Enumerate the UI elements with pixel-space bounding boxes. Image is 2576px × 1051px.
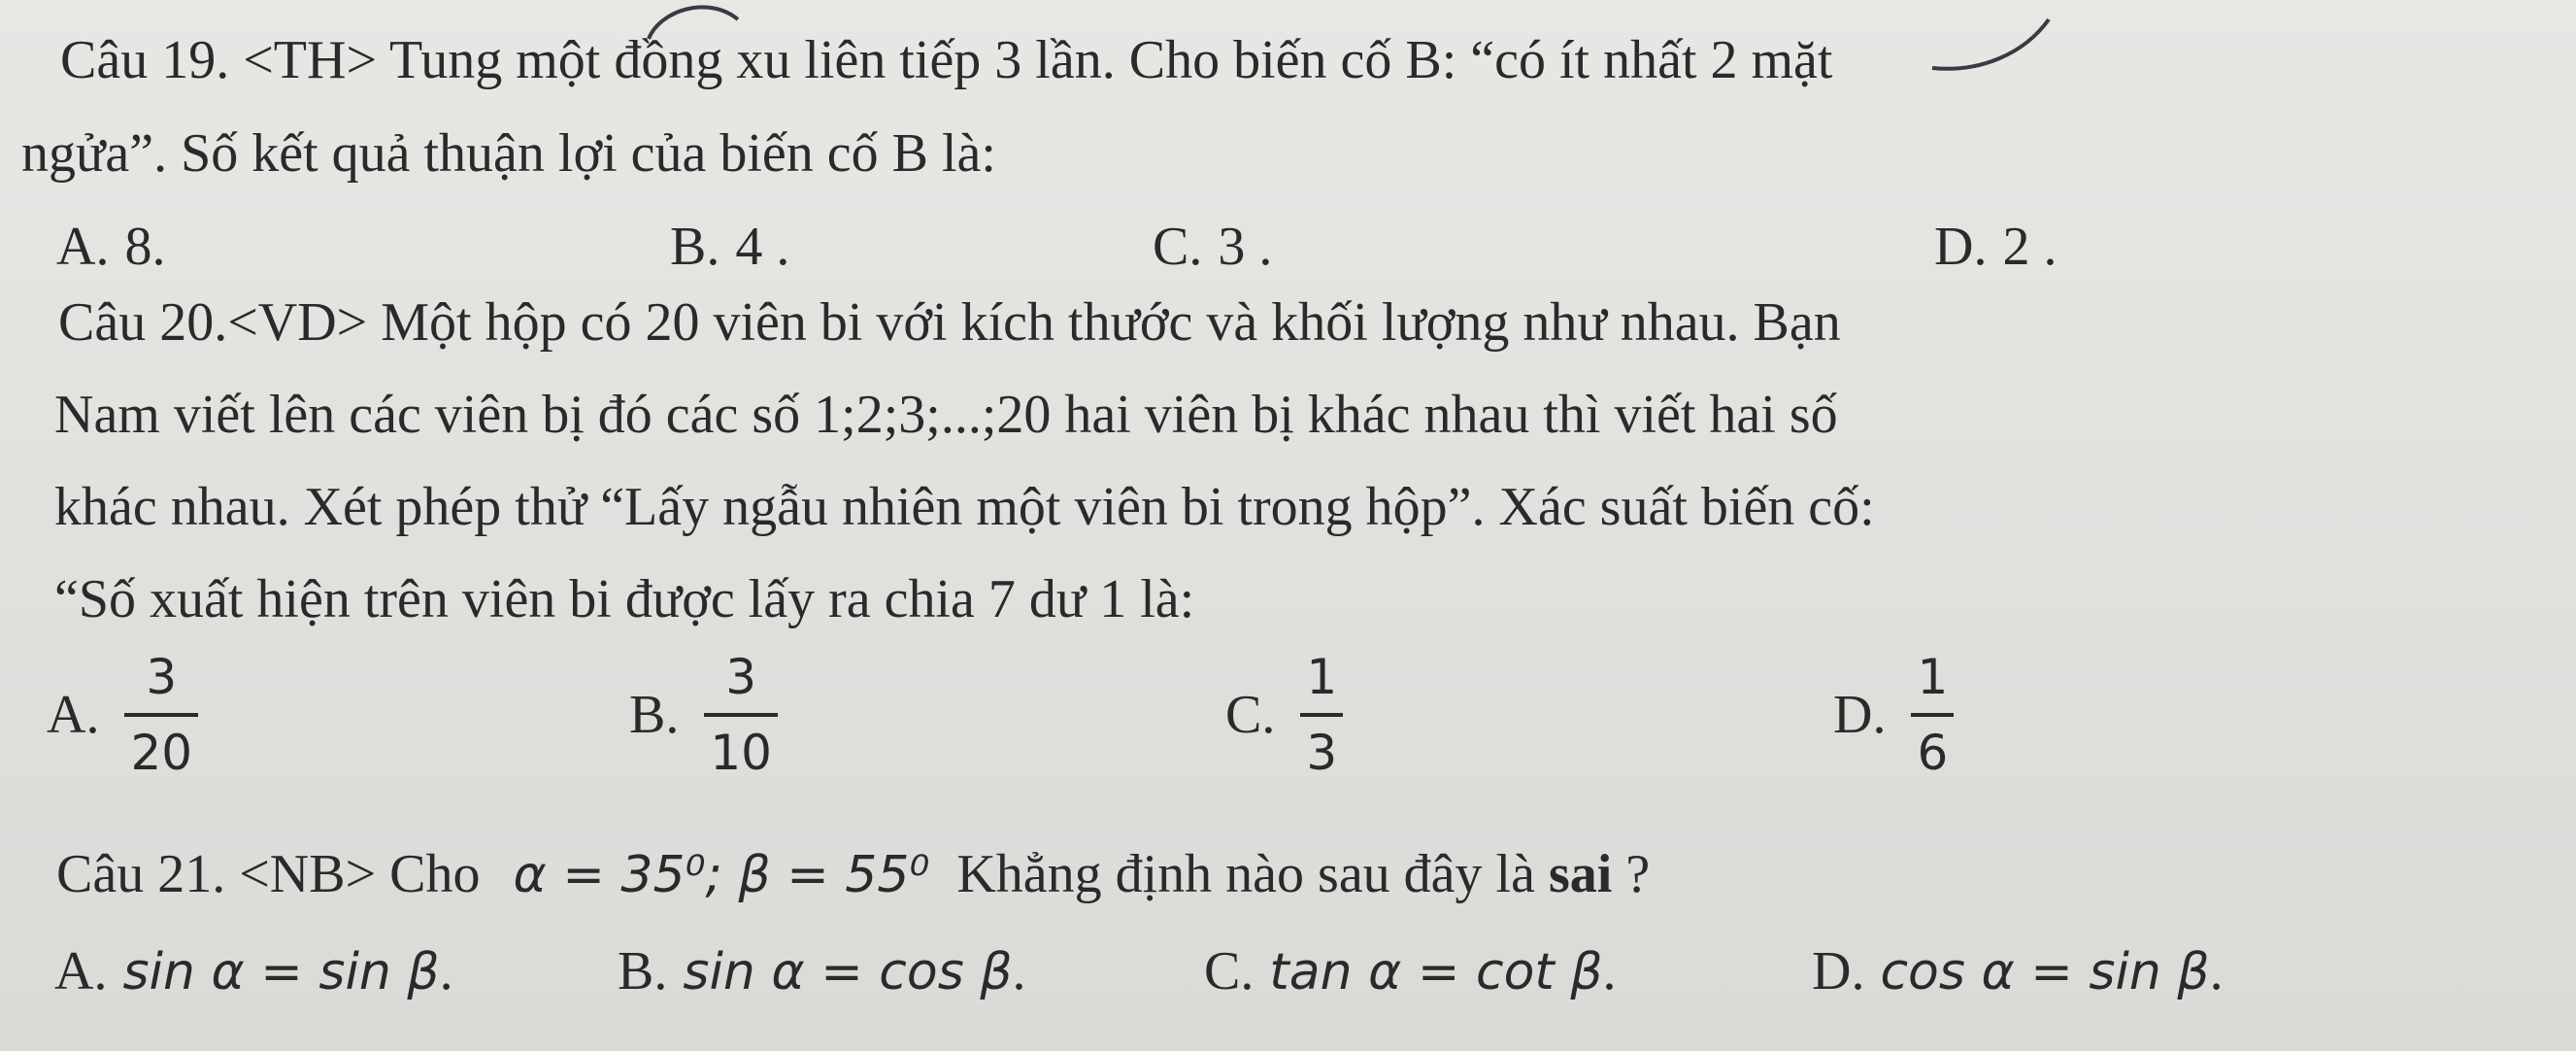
q19-option-a[interactable] xyxy=(56,216,165,278)
option-letter: A. xyxy=(54,941,108,1001)
option-formula: cos α = sin β xyxy=(1880,943,2210,1001)
fraction-numerator: 3 xyxy=(725,649,757,705)
q20-line-2: Nam viết lên các viên bị đó các số 1;2;3;...;20 hai viên bị khác nhau thì viết hai số xyxy=(54,385,1838,445)
option-letter: A. xyxy=(47,685,100,745)
fraction-numerator: 3 xyxy=(146,649,178,705)
fraction-denominator: 20 xyxy=(130,725,193,781)
q21-emphasis: sai xyxy=(1548,844,1613,904)
q21-end: ? xyxy=(1625,844,1651,904)
q20-line-3: khác nhau. Xét phép thử “Lấy ngẫu nhiên một viên bi trong hộp”. Xác suất biến cố: xyxy=(54,477,1875,537)
option-letter: B. xyxy=(618,941,668,1001)
option-end: . xyxy=(1602,941,1617,1001)
q20-option-d[interactable] xyxy=(1833,649,1954,781)
fraction-denominator: 10 xyxy=(710,725,772,781)
q20-line-4: “Số xuất hiện trên viên bi được lấy ra chia 7 dư 1 là: xyxy=(54,569,1195,629)
q21-given-angles: α = 35⁰; β = 55⁰ xyxy=(513,846,930,904)
q21-option-b[interactable] xyxy=(618,940,1026,1003)
option-text: 4 . xyxy=(735,217,790,277)
q20-line-1: Câu 20.<VD> Một hộp có 20 viên bi với kích thước và khối lượng như nhau. Bạn xyxy=(58,292,1841,353)
fraction xyxy=(704,649,778,781)
option-end: . xyxy=(439,941,453,1001)
q19-line-1: Câu 19. <TH> Tung một đồng xu liên tiếp 3 lần. Cho biến cố B: “có ít nhất 2 mặt xyxy=(60,30,1833,90)
fraction-numerator: 1 xyxy=(1917,649,1949,705)
q20-option-b[interactable] xyxy=(629,649,778,781)
option-formula: tan α = cot β xyxy=(1269,943,1603,1001)
q19-option-d[interactable] xyxy=(1934,216,2057,278)
option-text: 8. xyxy=(124,217,166,277)
q20-option-c[interactable] xyxy=(1225,649,1343,781)
q21-prefix: Câu 21. <NB> Cho xyxy=(56,844,481,904)
q21-option-d[interactable] xyxy=(1812,940,2224,1003)
option-letter: B. xyxy=(670,217,720,277)
q19-option-b[interactable] xyxy=(670,216,789,278)
fraction-bar xyxy=(124,713,198,717)
q19-option-c[interactable] xyxy=(1153,216,1272,278)
q21-option-c[interactable] xyxy=(1204,940,1617,1003)
fraction-bar xyxy=(704,713,778,717)
fraction-denominator: 6 xyxy=(1917,725,1949,781)
fraction-denominator: 3 xyxy=(1306,725,1338,781)
option-end: . xyxy=(2209,941,2224,1001)
fraction-bar xyxy=(1300,713,1343,717)
fraction xyxy=(1300,649,1343,781)
option-end: . xyxy=(1012,941,1026,1001)
option-letter: C. xyxy=(1204,941,1255,1001)
option-letter: B. xyxy=(629,685,680,745)
q21-stem xyxy=(56,843,1650,906)
option-letter: D. xyxy=(1812,941,1865,1001)
option-letter: D. xyxy=(1833,685,1887,745)
q21-suffix: Khẳng định nào sau đây là xyxy=(956,844,1535,904)
option-letter: C. xyxy=(1225,685,1276,745)
q19-line-2: ngửa”. Số kết quả thuận lợi của biến cố B là: xyxy=(21,123,996,184)
option-formula: sin α = cos β xyxy=(683,943,1013,1001)
fraction-bar xyxy=(1911,713,1954,717)
option-letter: A. xyxy=(56,217,110,277)
option-text: 3 . xyxy=(1218,217,1273,277)
option-formula: sin α = sin β xyxy=(122,943,440,1001)
option-letter: C. xyxy=(1153,217,1203,277)
q21-option-a[interactable] xyxy=(54,940,453,1003)
option-letter: D. xyxy=(1934,217,1988,277)
fraction xyxy=(124,649,198,781)
fraction-numerator: 1 xyxy=(1306,649,1338,705)
q20-option-a[interactable] xyxy=(47,649,198,781)
fraction xyxy=(1911,649,1954,781)
option-text: 2 . xyxy=(2002,217,2057,277)
